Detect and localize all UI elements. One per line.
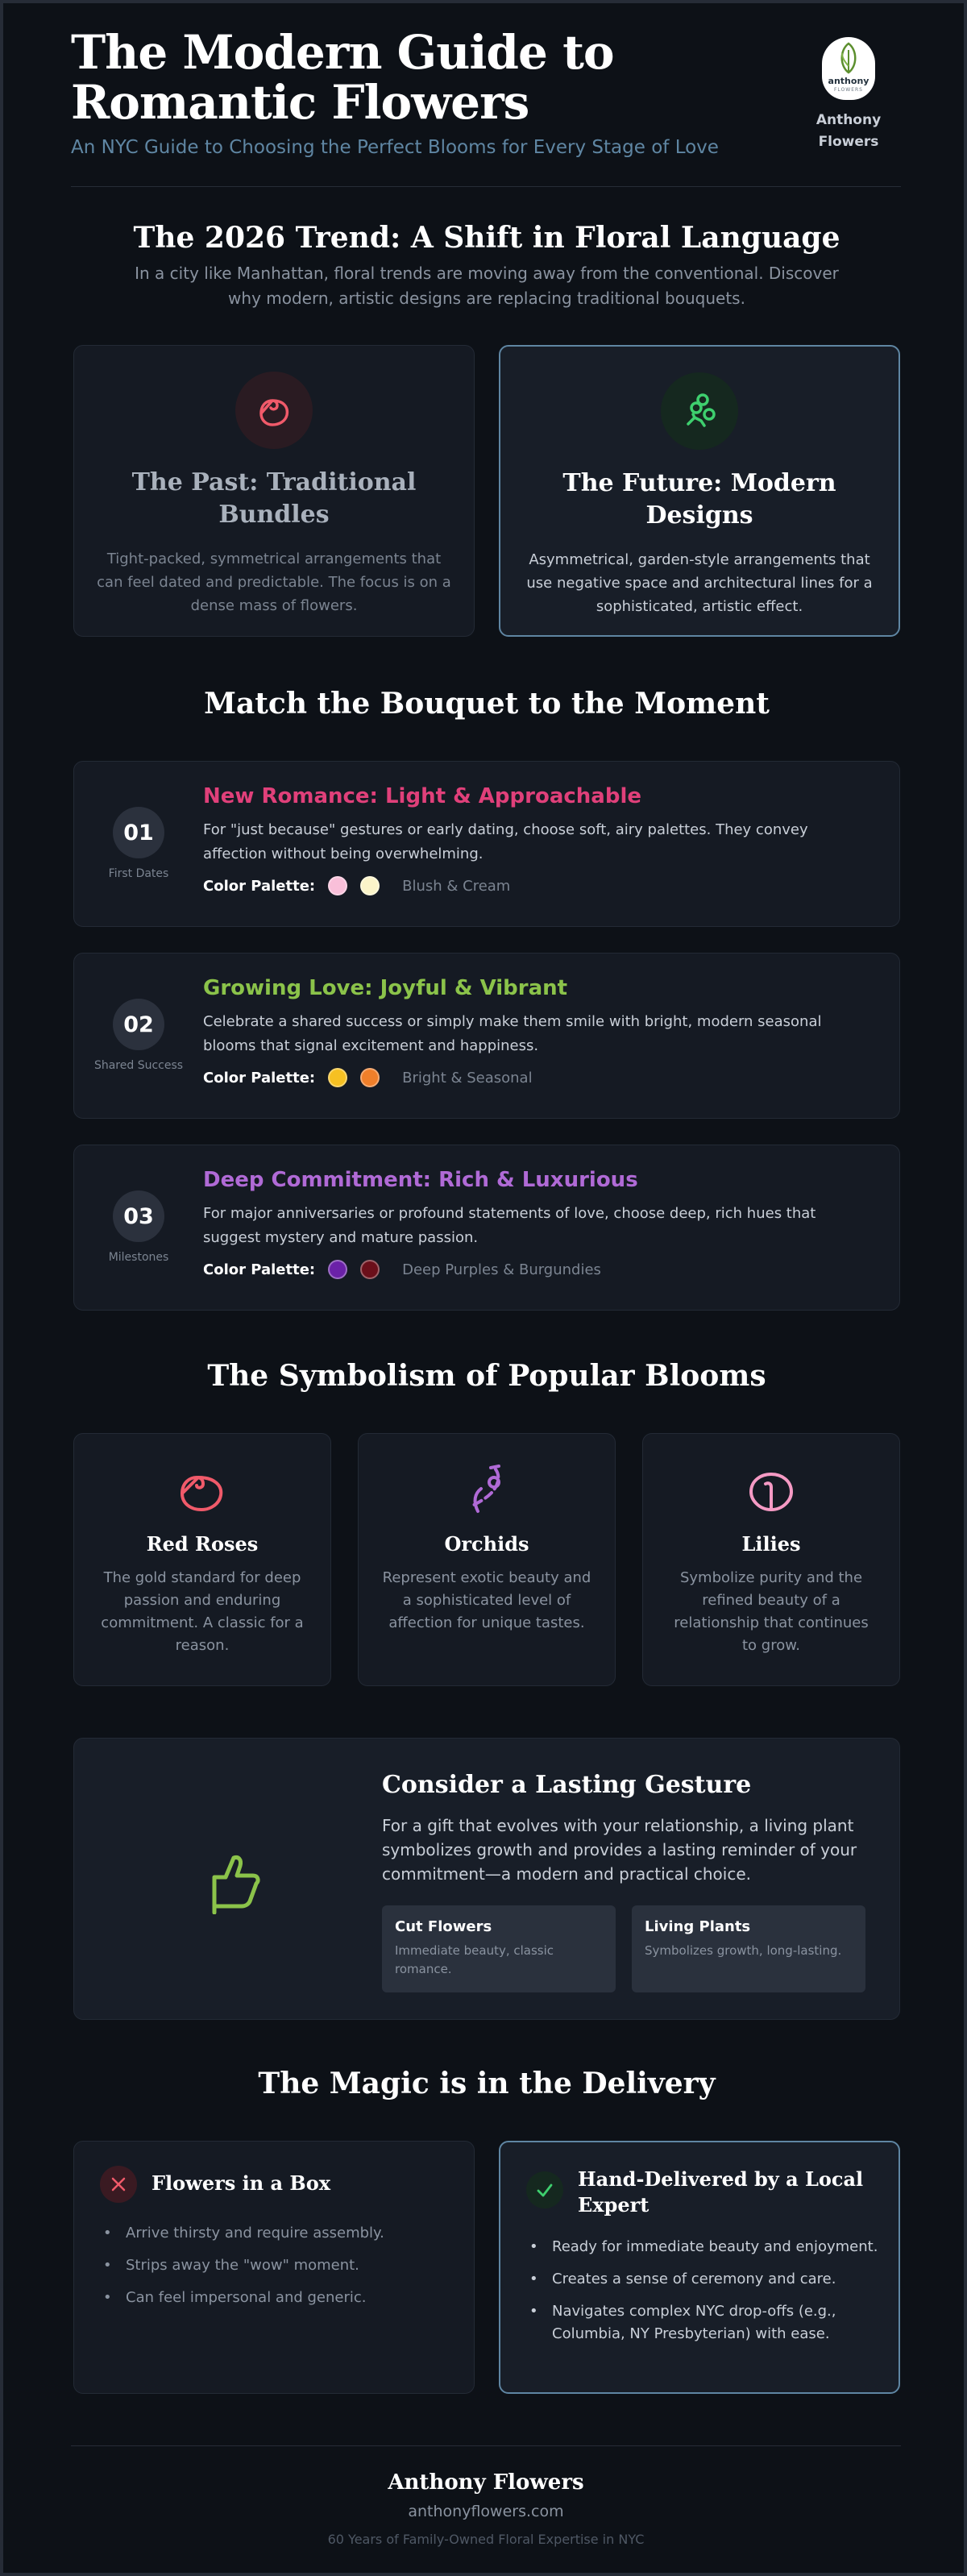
delivery-box-list	[100, 2222, 454, 2319]
trend-title: The 2026 Trend: A Shift in Floral Language	[133, 221, 840, 255]
list-item: • Can feel impersonal and generic.	[100, 2287, 454, 2309]
footer-brand-name: Anthony Flowers	[388, 2470, 584, 2495]
option-title: Living Plants	[645, 1918, 751, 1935]
palette-label: Color Palette:	[203, 877, 316, 895]
future-card	[499, 345, 900, 637]
moments-title: Match the Bouquet to the Moment	[204, 687, 770, 721]
palette-name: Deep Purples & Burgundies	[402, 1261, 601, 1278]
moment-tag: Shared Success	[93, 1059, 184, 1072]
bloom-card-roses	[73, 1433, 331, 1686]
delivery-local-card	[499, 2141, 900, 2394]
color-palette	[203, 1260, 864, 1279]
footer-url-link[interactable]: anthonyflowers.com	[408, 2503, 564, 2520]
gesture-text: For a gift that evolves with your relationship, a living plant symbolizes growth and provides a lasting reminder of your commitment—a modern and practical choice.	[382, 1816, 857, 1884]
rose-icon	[174, 1468, 230, 1516]
moment-card-1	[73, 761, 900, 927]
trend-description: In a city like Manhattan, floral trends are moving away from the conventional. Discover why modern, artistic designs are replacing traditional bouquets.	[135, 264, 839, 308]
moment-tag: First Dates	[108, 867, 169, 880]
blooms-title: The Symbolism of Popular Blooms	[207, 1359, 766, 1393]
logo-text: anthony	[828, 76, 869, 86]
moment-text: For major anniversaries or profound statements of love, choose deep, rich hues that suggest mystery and mature passion.	[203, 1205, 816, 1246]
delivery-local-title: Hand-Delivered by a Local Expert	[578, 2167, 864, 2217]
rose-icon	[235, 372, 313, 449]
option-living-plants	[632, 1905, 865, 1992]
list-item: • Ready for immediate beauty and enjoyment.	[526, 2236, 879, 2258]
moment-number: 02	[113, 999, 164, 1050]
delivery-box-title: Flowers in a Box	[151, 2171, 331, 2195]
orchid-icon	[459, 1461, 515, 1523]
color-swatch	[360, 1260, 380, 1279]
lasting-gesture-card	[73, 1738, 900, 2020]
bloom-card-lilies	[642, 1433, 900, 1686]
color-palette	[203, 1068, 864, 1087]
list-item: • Navigates complex NYC drop-offs (e.g., Columbia, NY Presbyterian) with ease.	[526, 2300, 879, 2345]
brand-logo	[822, 37, 875, 100]
bloom-text: Symbolize purity and the refined beauty of a relationship that continues to grow.	[674, 1569, 869, 1654]
footer	[71, 2445, 901, 2547]
past-title: The Past: Traditional Bundles	[131, 468, 417, 529]
delivery-local-list	[526, 2236, 879, 2355]
moment-number: 03	[113, 1190, 164, 1242]
list-item: • Strips away the "wow" moment.	[100, 2254, 454, 2277]
header	[71, 27, 901, 187]
page-title: The Modern Guide to Romantic Flowers	[71, 25, 614, 130]
color-palette	[203, 876, 864, 895]
moment-text: Celebrate a shared success or simply make them smile with bright, modern seasonal blooms that signal excitement and happiness.	[203, 1013, 822, 1054]
moment-title: Deep Commitment: Rich & Luxurious	[203, 1168, 638, 1192]
past-card	[73, 345, 475, 637]
moment-card-2	[73, 953, 900, 1119]
color-swatch	[360, 1068, 380, 1087]
moment-tag: Milestones	[108, 1251, 169, 1264]
brand[interactable]	[796, 37, 901, 153]
bloom-name: Orchids	[444, 1532, 529, 1556]
footer-tagline: 60 Years of Family-Owned Floral Expertise in NYC	[327, 2532, 645, 2547]
color-swatch	[328, 1068, 347, 1087]
moment-text: For "just because" gestures or early dating, choose soft, airy palettes. They convey affection without being overwhelming.	[203, 821, 808, 862]
option-cut-flowers	[382, 1905, 616, 1992]
bloom-text: Represent exotic beauty and a sophisticated level of affection for unique tastes.	[382, 1569, 591, 1631]
moment-title: Growing Love: Joyful & Vibrant	[203, 976, 568, 1000]
future-text: Asymmetrical, garden-style arrangements that use negative space and architectural lines for a sophisticated, artistic effect.	[526, 551, 873, 615]
bloom-text: The gold standard for deep passion and enduring commitment. A classic for a reason.	[101, 1569, 304, 1654]
color-swatch	[360, 876, 380, 895]
bloom-name: Red Roses	[146, 1532, 259, 1556]
list-item: • Creates a sense of ceremony and care.	[526, 2268, 879, 2291]
delivery-title: The Magic is in the Delivery	[258, 2067, 716, 2100]
color-swatch	[328, 876, 347, 895]
lily-icon	[743, 1468, 799, 1516]
delivery-box-card	[73, 2141, 475, 2394]
bloom-card-orchids	[358, 1433, 616, 1686]
brand-name: Anthony Flowers	[816, 112, 882, 150]
option-text: Symbolizes growth, long-lasting.	[645, 1943, 842, 1958]
moment-number: 01	[113, 807, 164, 858]
palette-name: Bright & Seasonal	[402, 1069, 533, 1086]
palette-label: Color Palette:	[203, 1069, 316, 1086]
option-text: Immediate beauty, classic romance.	[395, 1943, 554, 1976]
moment-title: New Romance: Light & Approachable	[203, 784, 641, 808]
gesture-title: Consider a Lasting Gesture	[382, 1771, 752, 1799]
check-icon	[526, 2171, 563, 2208]
past-text: Tight-packed, symmetrical arrangements that can feel dated and predictable. The focus is on a dense mass of flowers.	[97, 551, 451, 614]
x-icon	[100, 2166, 137, 2203]
color-swatch	[328, 1260, 347, 1279]
logo-subtext: FLOWERS	[833, 87, 863, 93]
plant-icon	[203, 1850, 268, 1914]
future-title: The Future: Modern Designs	[562, 469, 836, 530]
bloom-name: Lilies	[741, 1532, 801, 1556]
branch-icon	[661, 372, 738, 450]
option-title: Cut Flowers	[395, 1918, 492, 1935]
page-subtitle: An NYC Guide to Choosing the Perfect Blooms for Every Stage of Love	[71, 137, 719, 158]
list-item: • Arrive thirsty and require assembly.	[100, 2222, 454, 2245]
palette-label: Color Palette:	[203, 1261, 316, 1278]
palette-name: Blush & Cream	[402, 877, 511, 895]
moment-card-3	[73, 1145, 900, 1311]
